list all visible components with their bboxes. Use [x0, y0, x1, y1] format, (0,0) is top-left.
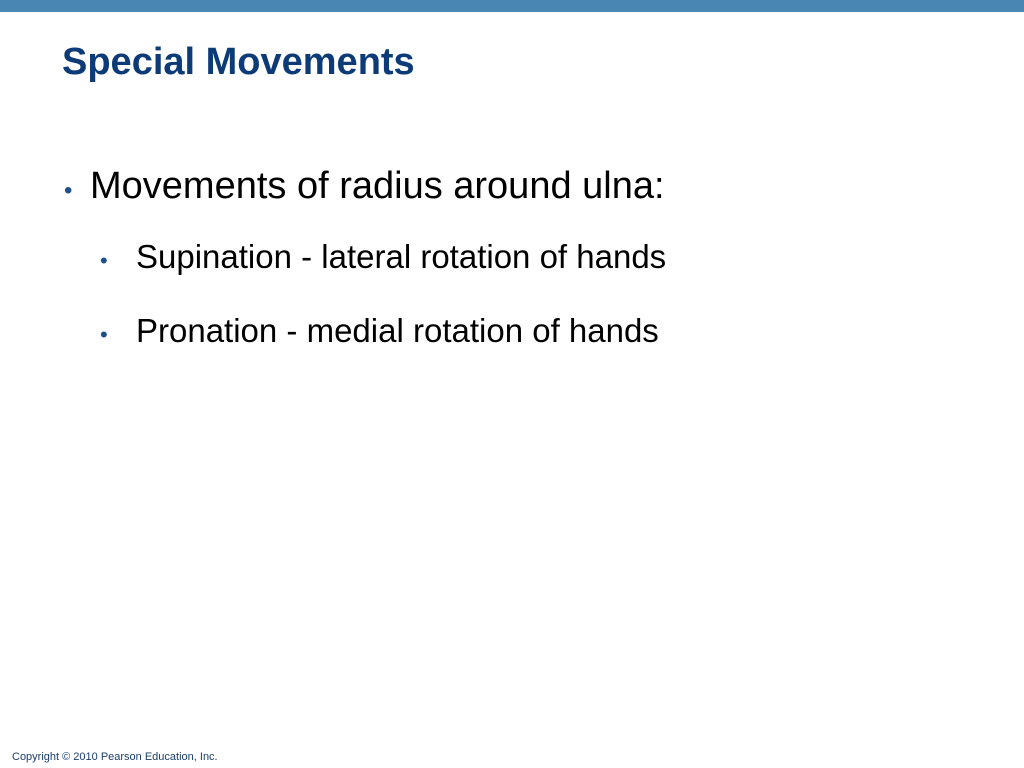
bullet-list — [62, 162, 667, 349]
bullet-dot-icon: • — [100, 322, 108, 347]
sub-bullet-item — [98, 236, 666, 282]
sub-bullet-text: Pronation - medial rotation of hands — [136, 312, 659, 349]
sub-bullet-list — [98, 236, 666, 384]
bullet-item — [62, 162, 667, 349]
sub-bullet-item — [98, 310, 666, 356]
slide-title: Special Movements — [62, 41, 415, 83]
bullet-text: Movements of radius around ulna: — [90, 165, 665, 207]
bullet-dot-icon: • — [64, 177, 73, 204]
bullet-dot-icon: • — [100, 248, 108, 273]
copyright-footer: Copyright © 2010 Pearson Education, Inc. — [12, 751, 218, 763]
sub-bullet-text: Supination - lateral rotation of hands — [136, 238, 667, 275]
top-accent-bar — [0, 0, 1024, 12]
